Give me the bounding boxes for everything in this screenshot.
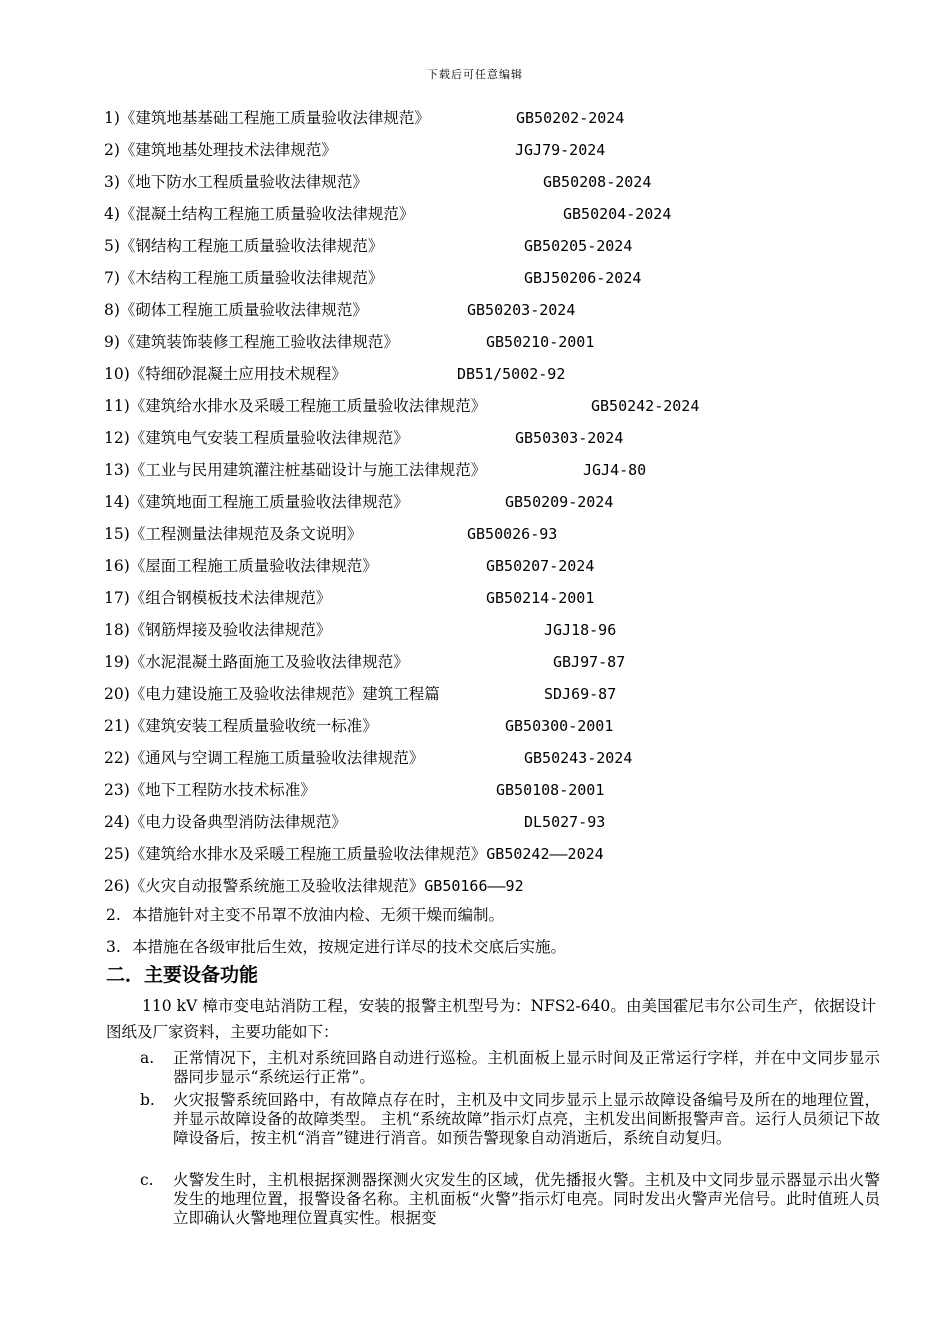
standard-item [104,748,633,768]
standard-item [104,620,617,640]
standard-item [104,524,558,544]
standard-code: GB50207-2024 [486,557,595,575]
standard-code: GB50204-2024 [563,205,672,223]
standard-code: GB50166——92 [424,877,524,895]
standard-item [104,268,642,288]
standard-code: GB50242——2024 [486,845,604,863]
standard-code: GBJ50206-2024 [524,269,642,287]
intro-paragraph [106,993,876,1045]
standard-code: JGJ4-80 [583,461,647,479]
standard-item [104,684,617,704]
standard-title: 5)《钢结构工程施工质量验收法律规范》 [104,237,384,255]
standard-title: 22)《通风与空调工程施工质量验收法律规范》 [104,749,425,767]
standard-code: GB50300-2001 [505,717,614,735]
standard-code: GB50203-2024 [467,301,576,319]
standard-item [104,204,672,224]
standard-item [104,876,524,896]
standard-item [104,300,576,320]
standard-item [104,108,625,128]
standard-title: 3)《地下防水工程质量验收法律规范》 [104,173,368,191]
standard-code: GB50202-2024 [516,109,625,127]
standard-title: 10)《特细砂混凝土应用技术规程》 [104,365,347,383]
standard-code: GB50214-2001 [486,589,595,607]
standard-code: DL5027-93 [524,813,606,831]
standard-title: 17)《组合钢模板技术法律规范》 [104,589,332,607]
note-item [106,937,566,957]
standard-title: 25)《建筑给水排水及采暖工程施工质量验收法律规范》 [104,845,487,863]
standard-title: 8)《砌体工程施工质量验收法律规范》 [104,301,368,319]
standard-item [104,556,595,576]
standard-item [104,364,566,384]
standard-code: GB50242-2024 [591,397,700,415]
standard-code: GB50303-2024 [515,429,624,447]
standard-title: 13)《工业与民用建筑灌注桩基础设计与施工法律规范》 [104,461,487,479]
standard-title: 19)《水泥混凝土路面施工及验收法律规范》 [104,653,409,671]
standard-code: GB50205-2024 [524,237,633,255]
standard-item [104,812,606,832]
standard-title: 11)《建筑给水排水及采暖工程施工质量验收法律规范》 [104,397,487,415]
item-text: 正常情况下，主机对系统回路自动进行巡检。主机面板上显示时间及正常运行字样，并在中文同步显示器同步显示“系统运行正常”。 [173,1049,880,1086]
standard-item [104,652,626,672]
standard-item [104,492,614,512]
standard-item [104,588,595,608]
item-text: 火警发生时，主机根据探测器探测火灾发生的区域，优先播报火警。主机及中文同步显示器显示出火警发生的地理位置，报警设备名称。主机面板“火警”指示灯电亮。同时发出火警声光信号。此时值班人员立即确认火警地理位置真实性。根据变 [173,1171,880,1227]
note-text: 本措施在各级审批后生效，按规定进行详尽的技术交底后实施。 [132,938,567,956]
standard-title: 26)《火灾自动报警系统施工及验收法律规范》 [104,877,425,895]
standard-title: 1)《建筑地基基础工程施工质量验收法律规范》 [104,109,430,127]
standard-item [104,780,605,800]
standard-code: GB50210-2001 [486,333,595,351]
standard-title: 14)《建筑地面工程施工质量验收法律规范》 [104,493,409,511]
standard-code: GB50026-93 [467,525,558,543]
standard-item [104,396,700,416]
standard-title: 15)《工程测量法律规范及条文说明》 [104,525,363,543]
standard-code: JGJ18-96 [544,621,617,639]
standard-title: 24)《电力设备典型消防法律规范》 [104,813,347,831]
standard-code: GB50243-2024 [524,749,633,767]
standard-code: GB50108-2001 [496,781,605,799]
standard-code: JGJ79-2024 [515,141,606,159]
standard-title: 16)《屋面工程施工质量验收法律规范》 [104,557,378,575]
standard-title: 21)《建筑安装工程质量验收统一标准》 [104,717,378,735]
standard-code: GB50208-2024 [543,173,652,191]
standard-code: DB51/5002-92 [457,365,566,383]
standard-title: 7)《木结构工程施工质量验收法律规范》 [104,269,384,287]
standard-title: 23)《地下工程防水技术标准》 [104,781,316,799]
standard-item [104,716,614,736]
item-text: 火灾报警系统回路中，有故障点存在时，主机及中文同步显示上显示故障设备编号及所在的地理位置，并显示故障设备的故障类型。 主机“系统故障”指示灯点亮，主机发出间断报警声音。运行人员须记下故障设备后，按主机“消音”键进行消音。如预告警现象自动消逝后，系统自动复归。 [173,1091,880,1147]
standard-title: 18)《钢筋焊接及验收法律规范》 [104,621,332,639]
standard-item [104,460,647,480]
standard-item [104,140,606,160]
note-item [106,905,504,925]
standard-title: 20)《电力建设施工及验收法律规范》建筑工程篇 [104,685,440,703]
standard-item [104,172,652,192]
standard-code: GBJ97-87 [553,653,626,671]
intro-text: 110 kV 樟市变电站消防工程，安装的报警主机型号为：NFS2-640。由美国霍尼韦尔公司生产，依据设计图纸及厂家资料，主要功能如下： [106,997,876,1041]
standard-code: GB50209-2024 [505,493,614,511]
note-number: 3. [106,938,121,956]
item-marker: a. [140,1049,155,1067]
standard-title: 9)《建筑装饰装修工程施工验收法律规范》 [104,333,399,351]
standard-title: 12)《建筑电气安装工程质量验收法律规范》 [104,429,409,447]
standard-item [104,428,624,448]
standard-title: 2)《建筑地基处理技术法律规范》 [104,141,337,159]
standard-item [104,236,633,256]
section-heading: 二．主要设备功能 [106,964,259,986]
standard-code: SDJ69-87 [544,685,617,703]
item-marker: c. [140,1171,154,1189]
note-number: 2. [106,906,121,924]
note-text: 本措施针对主变不吊罩不放油内检、无须干燥而编制。 [132,906,505,924]
page-header: 下载后可任意编辑 [427,68,523,81]
standard-title: 4)《混凝土结构工程施工质量验收法律规范》 [104,205,415,223]
standard-item [104,844,604,864]
item-marker: b. [140,1091,155,1109]
standard-item [104,332,595,352]
